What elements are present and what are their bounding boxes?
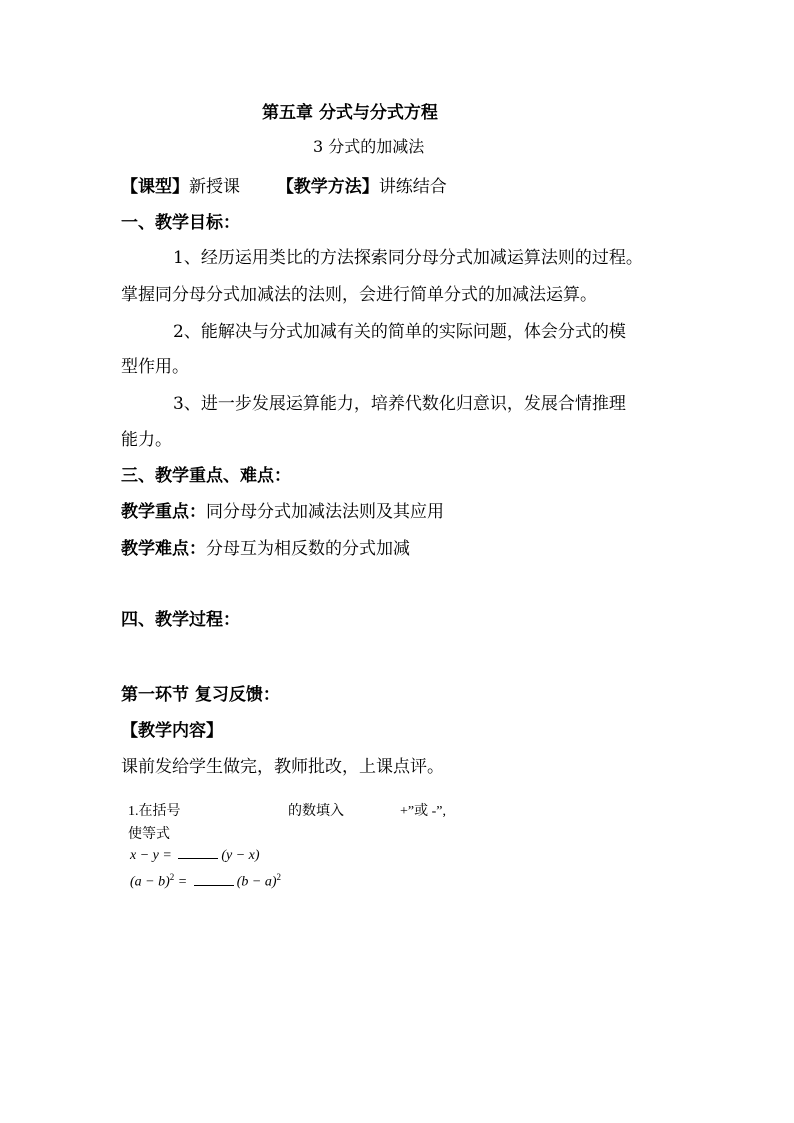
- chapter-title: 第五章 分式与分式方程: [262, 103, 438, 123]
- lesson-meta: [121, 172, 447, 197]
- objective-2a: 2、能解决与分式加减有关的简单的实际问题，体会分式的模: [173, 322, 626, 342]
- eq2-left: (a − b): [130, 874, 170, 890]
- method-label: 【教学方法】: [276, 177, 379, 197]
- difficulty-value: 分母互为相反数的分式加减: [206, 539, 410, 559]
- eq1-left: x − y =: [130, 848, 176, 863]
- process-heading: 四、教学过程：: [121, 610, 240, 630]
- objective-3b: 能力。: [121, 430, 172, 450]
- content-label: 【教学内容】: [121, 721, 223, 741]
- objective-1b: 掌握同分母分式加减法的法则，会进行简单分式的加减法运算。: [121, 285, 597, 305]
- key-points-heading: 三、教学重点、难点：: [121, 466, 291, 486]
- type-label: 【课型】: [121, 177, 189, 197]
- difficulty-line: [121, 534, 410, 559]
- objective-1a: 1、经历运用类比的方法探索同分母分式加减运算法则的过程。: [173, 248, 643, 268]
- lesson-title: 3 分式的加减法: [313, 137, 425, 156]
- section-1-title: 第一环节 复习反馈：: [121, 685, 280, 705]
- equation-1: [130, 846, 260, 864]
- eq1-blank[interactable]: [178, 846, 218, 859]
- exercise-q1-mid: 的数填入: [288, 804, 344, 819]
- eq2-right: (b − a): [236, 874, 277, 890]
- exercise-q1-prefix: 1.在括号: [128, 804, 181, 819]
- type-value: 新授课: [189, 177, 240, 197]
- eq1-right: (y − x): [221, 848, 260, 863]
- focus-label: 教学重点：: [121, 502, 206, 522]
- difficulty-label: 教学难点：: [121, 539, 206, 559]
- focus-line: [121, 497, 444, 522]
- eq2-exp: 2: [169, 872, 175, 882]
- eq2-blank[interactable]: [194, 873, 234, 886]
- focus-value: 同分母分式加减法法则及其应用: [206, 502, 444, 522]
- equation-2: [130, 872, 281, 891]
- exercise-q1-ops: +”或 -”,: [400, 804, 446, 819]
- objective-2b: 型作用。: [121, 357, 189, 377]
- objective-3a: 3、进一步发展运算能力，培养代数化归意识，发展合情推理: [173, 394, 626, 414]
- content-text: 课前发给学生做完，教师批改，上课点评。: [121, 757, 444, 777]
- exercise-q1-line2: 使等式: [128, 827, 170, 842]
- objectives-heading: 一、教学目标：: [121, 213, 240, 233]
- eq2-exp2: 2: [276, 872, 282, 882]
- eq2-eq: =: [174, 874, 191, 890]
- method-value: 讲练结合: [378, 177, 447, 197]
